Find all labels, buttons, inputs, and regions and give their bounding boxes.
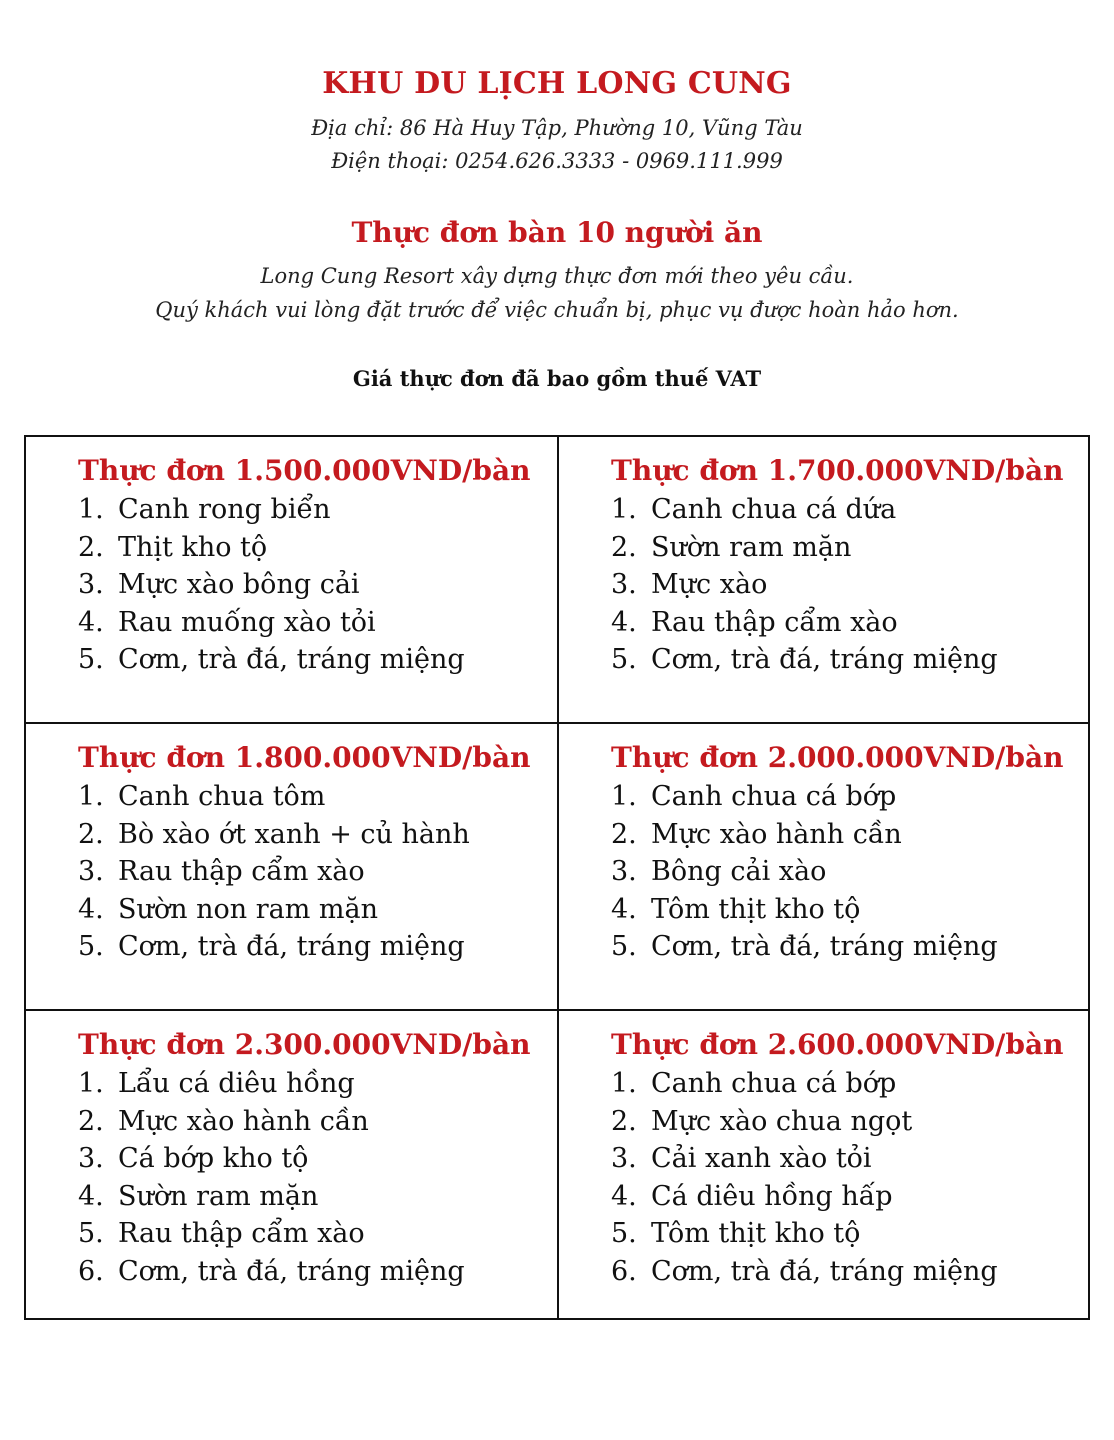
- package-title: Thực đơn 1.500.000VND/bàn: [78, 454, 531, 487]
- list-item: [611, 778, 1088, 816]
- dish-name: Canh rong biển: [118, 494, 331, 525]
- list-item: [78, 1103, 557, 1141]
- dish-number: 5.: [611, 1218, 637, 1249]
- dish-number: 3.: [78, 1143, 104, 1174]
- list-item: [611, 1178, 1088, 1216]
- dish-list: [78, 1065, 557, 1290]
- menu-table: [24, 435, 1090, 1320]
- dish-number: 3.: [78, 569, 104, 600]
- dish-name: Rau muống xào tỏi: [118, 606, 376, 638]
- list-item: [78, 853, 557, 891]
- dish-name: Cá bớp kho tộ: [118, 1143, 309, 1174]
- dish-number: 3.: [611, 1143, 637, 1174]
- dish-number: 1.: [78, 494, 104, 525]
- list-item: [611, 816, 1088, 854]
- dish-name: Cá diêu hồng hấp: [651, 1180, 893, 1212]
- dish-name: Sườn ram mặn: [118, 1180, 319, 1212]
- resort-title: KHU DU LỊCH LONG CUNG: [322, 66, 792, 101]
- menu-package-2000: [559, 724, 1088, 1011]
- dish-number: 4.: [78, 893, 104, 925]
- list-item: [78, 604, 557, 642]
- dish-number: 3.: [611, 569, 637, 600]
- dish-list: [78, 491, 557, 679]
- dish-number: 3.: [78, 856, 104, 887]
- list-item: [78, 491, 557, 529]
- list-item: [78, 1178, 557, 1216]
- dish-number: 3.: [611, 856, 637, 887]
- intro-line-2: Quý khách vui lòng đặt trước để việc chuẩn bị, phục vụ được hoàn hảo hơn.: [155, 298, 959, 322]
- dish-name: Sườn non ram mặn: [118, 893, 379, 925]
- dish-number: 5.: [611, 931, 637, 962]
- phone-line: Điện thoại: 0254.626.3333 - 0969.111.999: [331, 149, 783, 173]
- dish-name: Sườn ram mặn: [651, 531, 852, 563]
- list-item: [611, 566, 1088, 604]
- menu-package-1700: [559, 437, 1088, 724]
- dish-name: Cơm, trà đá, tráng miệng: [651, 931, 998, 962]
- list-item: [611, 1140, 1088, 1178]
- list-item: [611, 1215, 1088, 1253]
- dish-number: 1.: [611, 494, 637, 525]
- dish-name: Thịt kho tộ: [118, 531, 268, 563]
- list-item: [78, 641, 557, 679]
- address-line: Địa chỉ: 86 Hà Huy Tập, Phường 10, Vũng Tàu: [311, 116, 803, 140]
- dish-name: Canh chua cá bớp: [651, 1068, 897, 1099]
- package-title: Thực đơn 2.300.000VND/bàn: [78, 1028, 531, 1061]
- dish-list: [78, 778, 557, 966]
- list-item: [78, 816, 557, 854]
- intro-line-1: Long Cung Resort xây dựng thực đơn mới theo yêu cầu.: [260, 264, 854, 288]
- dish-name: Canh chua cá bớp: [651, 781, 897, 812]
- list-item: [611, 891, 1088, 929]
- dish-number: 2.: [611, 531, 637, 563]
- list-item: [78, 1065, 557, 1103]
- package-title: Thực đơn 2.000.000VND/bàn: [611, 741, 1064, 774]
- menu-heading: Thực đơn bàn 10 người ăn: [351, 216, 763, 249]
- vat-note: Giá thực đơn đã bao gồm thuế VAT: [352, 366, 762, 391]
- list-item: [78, 1253, 557, 1291]
- dish-name: Mực xào hành cần: [118, 1105, 369, 1137]
- dish-number: 2.: [78, 531, 104, 563]
- dish-name: Mực xào bông cải: [118, 569, 360, 600]
- list-item: [78, 928, 557, 966]
- list-item: [78, 778, 557, 816]
- dish-number: 1.: [611, 1068, 637, 1099]
- list-item: [611, 853, 1088, 891]
- dish-name: Cải xanh xào tỏi: [651, 1143, 872, 1174]
- list-item: [611, 641, 1088, 679]
- list-item: [611, 1253, 1088, 1291]
- dish-number: 2.: [611, 818, 637, 850]
- dish-list: [611, 1065, 1088, 1290]
- menu-package-1800: [26, 724, 559, 1011]
- dish-name: Lẩu cá diêu hồng: [118, 1068, 355, 1099]
- dish-number: 2.: [611, 1105, 637, 1137]
- dish-number: 6.: [78, 1255, 104, 1287]
- dish-name: Cơm, trà đá, tráng miệng: [118, 644, 465, 675]
- dish-name: Cơm, trà đá, tráng miệng: [651, 644, 998, 675]
- dish-number: 6.: [611, 1255, 637, 1287]
- dish-number: 5.: [611, 644, 637, 675]
- list-item: [611, 1065, 1088, 1103]
- dish-number: 1.: [78, 1068, 104, 1099]
- dish-number: 1.: [78, 781, 104, 812]
- dish-name: Cơm, trà đá, tráng miệng: [118, 931, 465, 962]
- dish-name: Mực xào: [651, 569, 768, 600]
- dish-list: [611, 491, 1088, 679]
- dish-number: 4.: [78, 606, 104, 638]
- dish-name: Mực xào chua ngọt: [651, 1105, 913, 1137]
- dish-name: Cơm, trà đá, tráng miệng: [118, 1255, 465, 1287]
- list-item: [78, 529, 557, 567]
- list-item: [611, 491, 1088, 529]
- menu-package-1500: [26, 437, 559, 724]
- dish-number: 5.: [78, 931, 104, 962]
- dish-name: Bông cải xào: [651, 856, 827, 887]
- list-item: [78, 566, 557, 604]
- dish-name: Mực xào hành cần: [651, 818, 902, 850]
- list-item: [611, 928, 1088, 966]
- dish-number: 2.: [78, 1105, 104, 1137]
- dish-name: Bò xào ớt xanh + củ hành: [118, 818, 470, 850]
- package-title: Thực đơn 2.600.000VND/bàn: [611, 1028, 1064, 1061]
- dish-list: [611, 778, 1088, 966]
- package-title: Thực đơn 1.700.000VND/bàn: [611, 454, 1064, 487]
- dish-name: Rau thập cẩm xào: [118, 1218, 365, 1249]
- dish-name: Rau thập cẩm xào: [651, 606, 898, 638]
- menu-package-2600: [559, 1011, 1088, 1318]
- dish-name: Cơm, trà đá, tráng miệng: [651, 1255, 998, 1287]
- menu-package-2300: [26, 1011, 559, 1318]
- dish-number: 4.: [78, 1180, 104, 1212]
- dish-number: 5.: [78, 1218, 104, 1249]
- list-item: [611, 529, 1088, 567]
- list-item: [611, 1103, 1088, 1141]
- dish-name: Canh chua tôm: [118, 781, 326, 812]
- list-item: [78, 1215, 557, 1253]
- dish-name: Tôm thịt kho tộ: [651, 1218, 861, 1249]
- dish-number: 4.: [611, 1180, 637, 1212]
- package-title: Thực đơn 1.800.000VND/bàn: [78, 741, 531, 774]
- dish-number: 1.: [611, 781, 637, 812]
- dish-name: Rau thập cẩm xào: [118, 856, 365, 887]
- list-item: [78, 891, 557, 929]
- dish-name: Canh chua cá dứa: [651, 494, 897, 525]
- dish-name: Tôm thịt kho tộ: [651, 893, 861, 925]
- list-item: [611, 604, 1088, 642]
- dish-number: 2.: [78, 818, 104, 850]
- dish-number: 4.: [611, 606, 637, 638]
- dish-number: 5.: [78, 644, 104, 675]
- list-item: [78, 1140, 557, 1178]
- dish-number: 4.: [611, 893, 637, 925]
